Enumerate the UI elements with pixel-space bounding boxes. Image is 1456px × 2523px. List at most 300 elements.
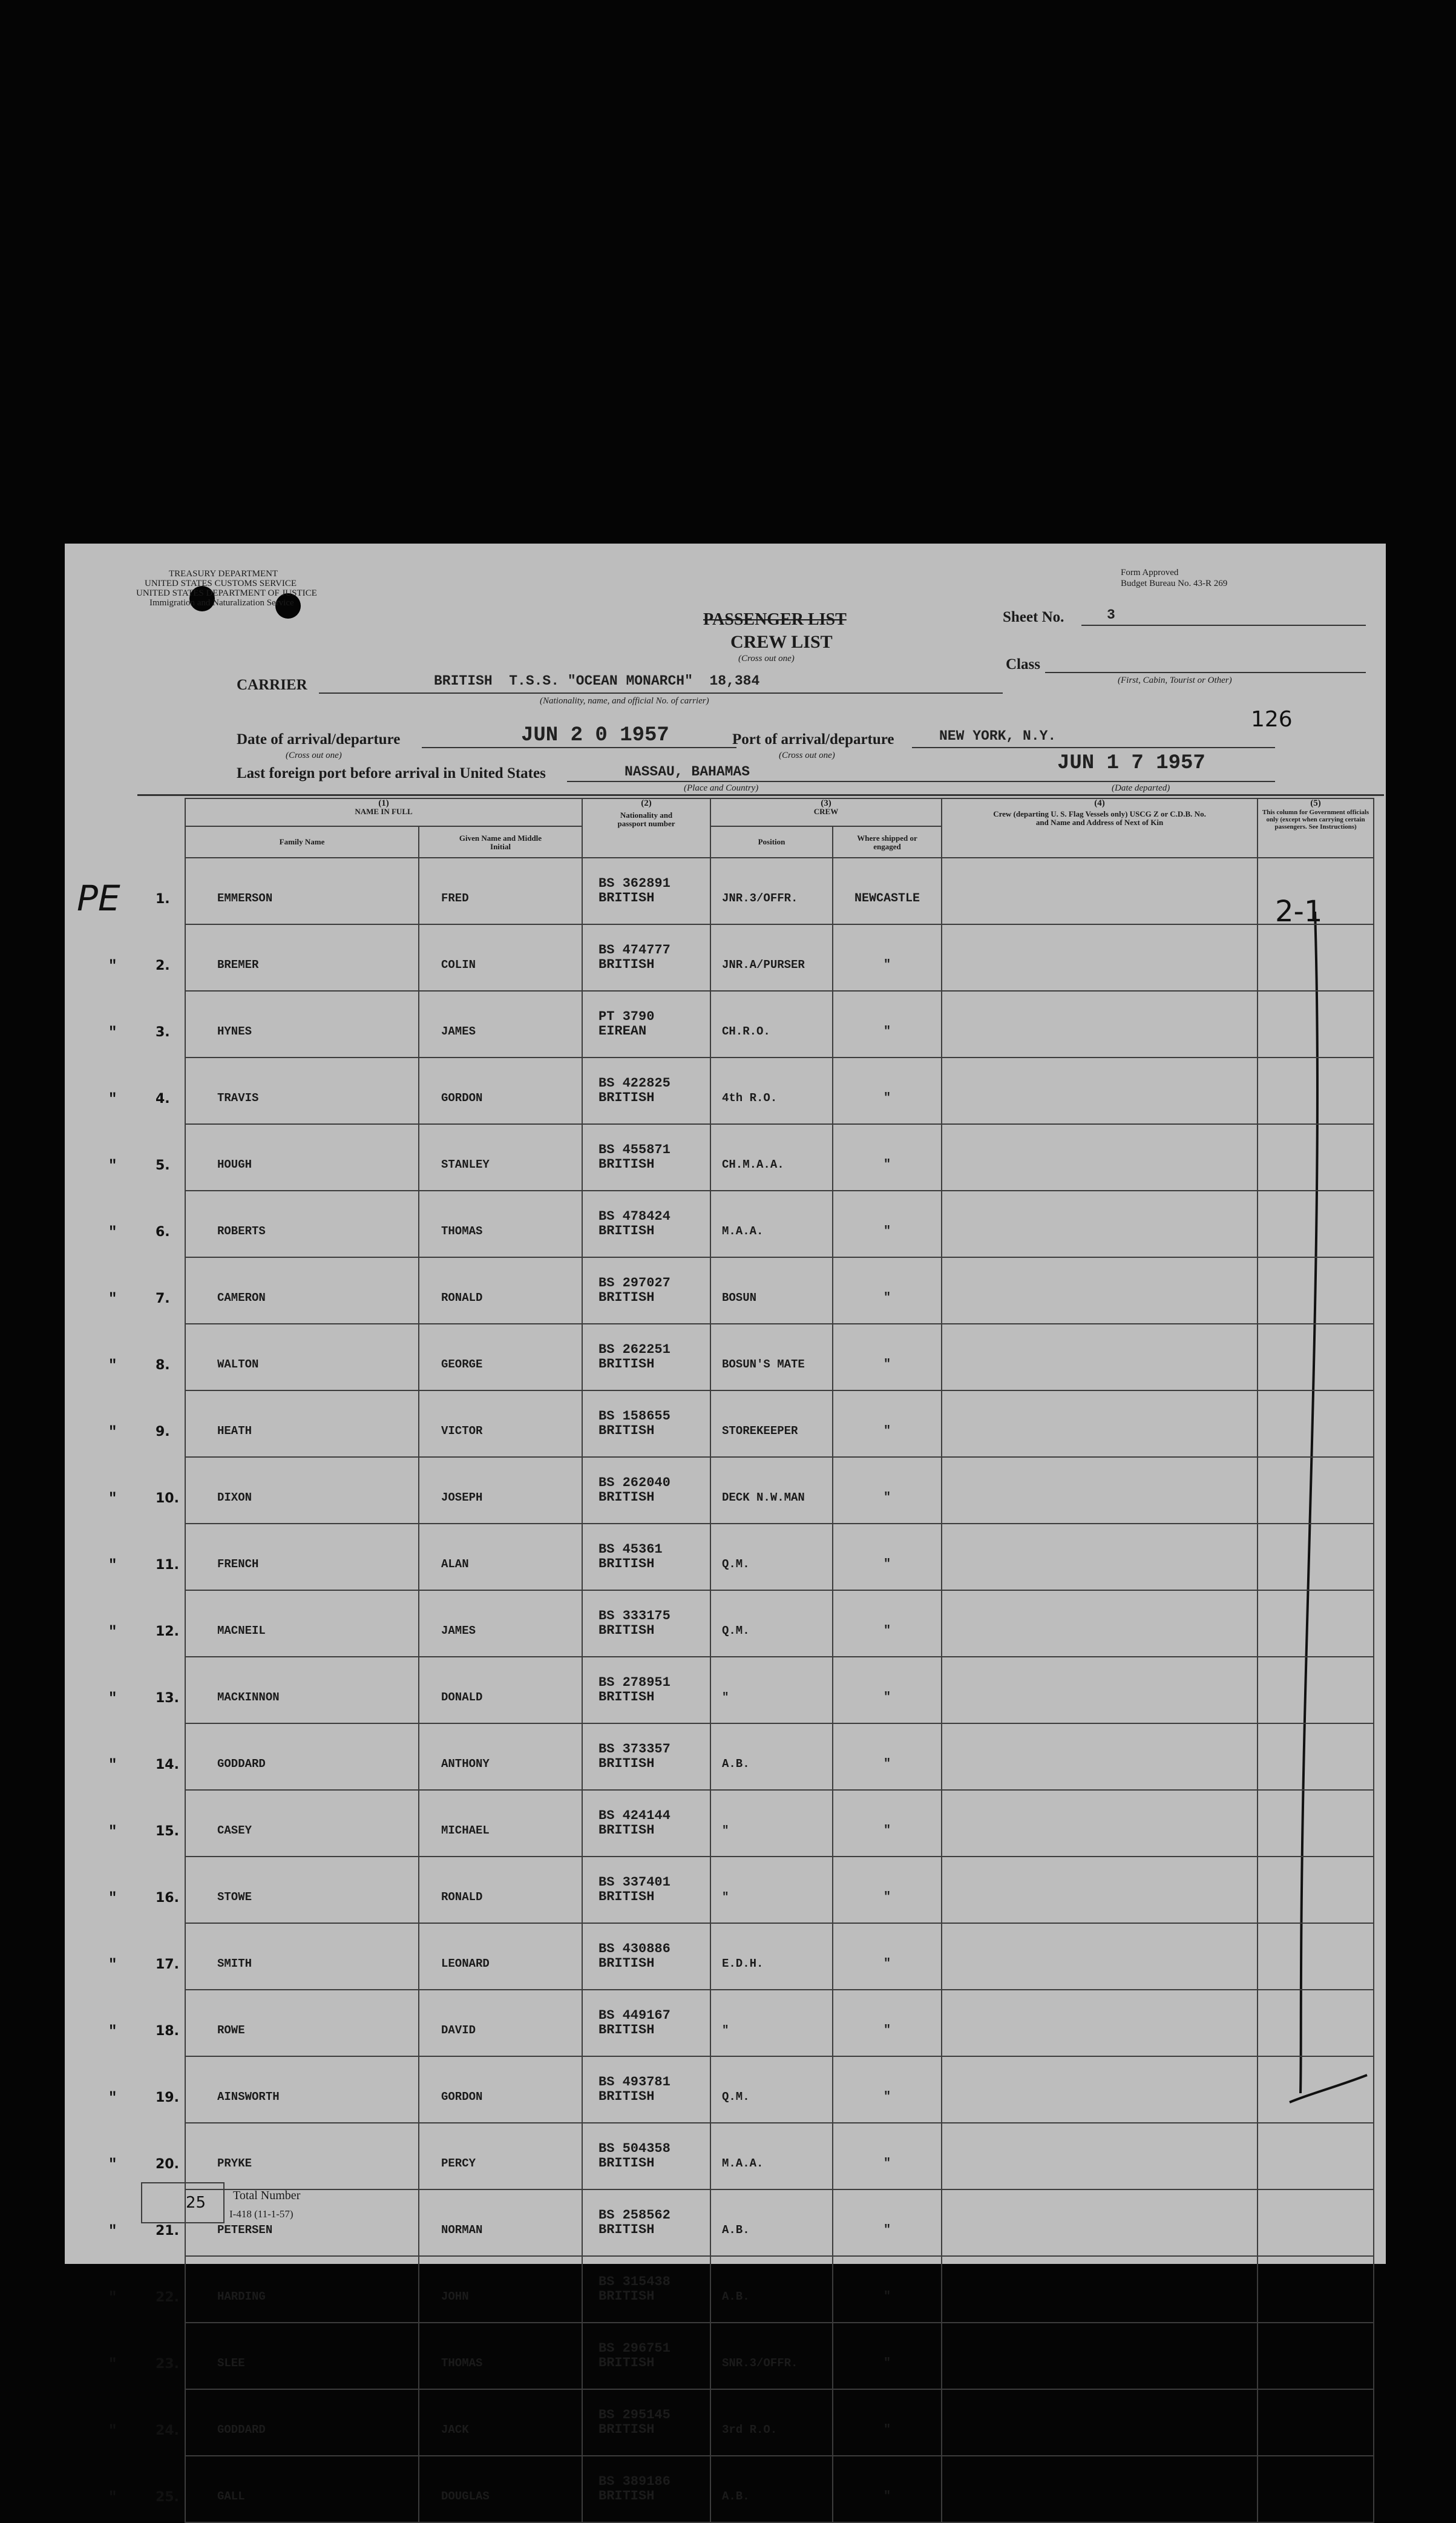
table-row	[185, 1990, 1374, 2056]
family-name-cell	[108, 1191, 419, 1257]
given-name: DONALD	[419, 1657, 582, 1723]
given-name: COLIN	[419, 924, 582, 991]
government-cell	[1258, 1324, 1374, 1390]
passport-cell	[582, 2323, 710, 2389]
where-shipped: "	[833, 2189, 942, 2256]
nationality: BRITISH	[598, 2488, 655, 2504]
column-crew: (3) CREW	[710, 798, 942, 826]
family-name-cell	[108, 1324, 419, 1390]
government-cell	[1258, 858, 1374, 924]
column-family-name: Family Name	[185, 826, 419, 858]
class-note: (First, Cabin, Tourist or Other)	[1118, 676, 1232, 685]
government-cell	[1258, 1390, 1374, 1457]
family-name: WALTON	[217, 1358, 259, 1371]
ditto-tick: "	[108, 2423, 117, 2439]
ditto-tick: "	[108, 1957, 117, 1973]
passport-cell	[582, 1524, 710, 1590]
government-cell	[1258, 1590, 1374, 1657]
passport-number: BS 449167	[598, 2008, 671, 2023]
position: SNR.3/OFFR.	[710, 2323, 833, 2389]
passport-number: BS 262040	[598, 1475, 671, 1490]
family-name: HARDING	[217, 2290, 266, 2303]
position: M.A.A.	[710, 2123, 833, 2189]
passport-cell	[582, 1124, 710, 1191]
nationality: BRITISH	[598, 1357, 655, 1372]
passport-cell	[582, 2456, 710, 2522]
ditto-tick: "	[108, 1424, 117, 1441]
government-cell	[1258, 1923, 1374, 1990]
family-name: FRENCH	[217, 1558, 259, 1571]
government-cell	[1258, 1790, 1374, 1857]
table-row	[185, 1058, 1374, 1124]
nationality: BRITISH	[598, 1290, 655, 1305]
next-of-kin-cell	[942, 858, 1258, 924]
next-of-kin-cell	[942, 2123, 1258, 2189]
ditto-tick: "	[108, 2357, 117, 2373]
family-name: HOUGH	[217, 1158, 252, 1171]
nationality: BRITISH	[598, 890, 655, 906]
family-name: GODDARD	[217, 2423, 266, 2436]
passport-number: BS 504358	[598, 2141, 671, 2156]
nationality: BRITISH	[598, 1490, 655, 1505]
family-name-cell	[108, 1524, 419, 1590]
position: DECK N.W.MAN	[710, 1457, 833, 1524]
table-row	[185, 2389, 1374, 2456]
nationality: EIREAN	[598, 1024, 647, 1039]
table-row	[185, 1524, 1374, 1590]
table-row	[185, 2189, 1374, 2256]
ditto-tick: "	[108, 1824, 117, 1840]
given-name: FRED	[419, 858, 582, 924]
family-name-cell	[108, 2389, 419, 2456]
row-number: 23.	[156, 2357, 179, 2372]
nationality: BRITISH	[598, 2156, 655, 2171]
budget-approved: Form Approved	[1121, 568, 1179, 577]
row-number: 25.	[156, 2490, 179, 2505]
row-number: 8.	[156, 1358, 170, 1373]
next-of-kin-cell	[942, 1390, 1258, 1457]
row-number: 4.	[156, 1091, 170, 1107]
government-cell	[1258, 1657, 1374, 1723]
government-cell	[1258, 2456, 1374, 2522]
family-name: TRAVIS	[217, 1091, 259, 1105]
passport-number: BS 295145	[598, 2407, 671, 2423]
family-name-cell	[108, 1058, 419, 1124]
family-name-cell	[108, 1857, 419, 1923]
handwritten-mark: 2-1	[1275, 895, 1323, 929]
agency-line-3: UNITED STATES DEPARTMENT OF JUSTICE	[136, 588, 317, 598]
next-of-kin-cell	[942, 2056, 1258, 2123]
table-row	[185, 2256, 1374, 2323]
departed-note: (Date departed)	[1112, 783, 1170, 793]
next-of-kin-cell	[942, 1124, 1258, 1191]
row-number: 21.	[156, 2223, 179, 2238]
port-note: (Cross out one)	[779, 751, 835, 760]
nationality: BRITISH	[598, 1956, 655, 1971]
port-label: Port of arrival/departure	[732, 731, 894, 748]
ditto-tick: "	[108, 2290, 117, 2306]
table-row	[185, 1257, 1374, 1324]
passport-number: BS 333175	[598, 1608, 671, 1623]
position: 3rd R.O.	[710, 2389, 833, 2456]
passport-cell	[582, 991, 710, 1058]
ditto-tick: "	[108, 1558, 117, 1574]
next-of-kin-cell	[942, 1657, 1258, 1723]
family-name-cell	[108, 1590, 419, 1657]
given-name: RONALD	[419, 1257, 582, 1324]
where-shipped: "	[833, 1723, 942, 1790]
row-number: 22.	[156, 2290, 179, 2305]
where-shipped: "	[833, 1124, 942, 1191]
government-cell	[1258, 2189, 1374, 2256]
row-number: 12.	[156, 1624, 179, 1639]
family-name: CAMERON	[217, 1291, 266, 1304]
where-shipped: "	[833, 991, 942, 1058]
family-name-cell	[156, 858, 419, 924]
last-port-label: Last foreign port before arrival in United States	[237, 765, 546, 781]
government-cell	[1258, 991, 1374, 1058]
nationality: BRITISH	[598, 2422, 655, 2437]
ditto-tick: "	[108, 2024, 117, 2040]
family-name-cell	[108, 1457, 419, 1524]
position: Q.M.	[710, 1524, 833, 1590]
title-struck: PASSENGER LIST	[703, 610, 847, 629]
nationality: BRITISH	[598, 1623, 655, 1638]
given-name: ANTHONY	[419, 1723, 582, 1790]
nationality: BRITISH	[598, 2289, 655, 2304]
government-cell	[1258, 1990, 1374, 2056]
row-number: 19.	[156, 2090, 179, 2105]
family-name-cell	[108, 2056, 419, 2123]
government-cell	[1258, 1857, 1374, 1923]
next-of-kin-cell	[942, 1923, 1258, 1990]
where-shipped: "	[833, 2056, 942, 2123]
family-name-cell	[108, 1923, 419, 1990]
page-number: 126	[1251, 707, 1293, 732]
family-name: BREMER	[217, 958, 259, 972]
row-number: 9.	[156, 1424, 170, 1439]
government-cell	[1258, 1124, 1374, 1191]
row-number: 1.	[156, 892, 170, 907]
next-of-kin-cell	[942, 1723, 1258, 1790]
row-number: 16.	[156, 1890, 179, 1906]
passport-number: BS 315438	[598, 2274, 671, 2289]
row-number: 5.	[156, 1158, 170, 1173]
nationality: BRITISH	[598, 2022, 655, 2038]
nationality: BRITISH	[598, 1423, 655, 1438]
table-row	[185, 1390, 1374, 1457]
row-number: 20.	[156, 2157, 179, 2172]
row-number: 15.	[156, 1824, 179, 1839]
given-name: RONALD	[419, 1857, 582, 1923]
family-name: GODDARD	[217, 1757, 266, 1771]
family-name-cell	[108, 2456, 419, 2522]
nationality: BRITISH	[598, 2089, 655, 2104]
position: A.B.	[710, 1723, 833, 1790]
government-cell	[1258, 2256, 1374, 2323]
family-name: AINSWORTH	[217, 2090, 280, 2104]
agency-line-4: Immigration and Naturalization Service	[149, 598, 294, 608]
where-shipped: "	[833, 1524, 942, 1590]
ditto-tick: "	[108, 2223, 117, 2240]
position: STOREKEEPER	[710, 1390, 833, 1457]
passport-cell	[582, 2189, 710, 2256]
government-cell	[1258, 1058, 1374, 1124]
handwritten-pe: PE	[77, 878, 120, 919]
where-shipped: "	[833, 1257, 942, 1324]
last-port-value: NASSAU, BAHAMAS	[625, 764, 750, 780]
total-box	[141, 2182, 225, 2223]
position: BOSUN	[710, 1257, 833, 1324]
family-name-cell	[108, 1657, 419, 1723]
ditto-tick: "	[108, 1757, 117, 1774]
row-number: 14.	[156, 1757, 179, 1772]
family-name: DIXON	[217, 1491, 252, 1504]
column-where-shipped: Where shipped or engaged	[833, 826, 942, 858]
family-name: PETERSEN	[217, 2223, 273, 2237]
family-name-cell	[108, 1257, 419, 1324]
passport-cell	[582, 1390, 710, 1457]
agency-line-2: UNITED STATES CUSTOMS SERVICE	[145, 579, 297, 588]
family-name: ROBERTS	[217, 1225, 266, 1238]
ditto-tick: "	[108, 2157, 117, 2173]
given-name: VICTOR	[419, 1390, 582, 1457]
where-shipped: "	[833, 1191, 942, 1257]
position: A.B.	[710, 2189, 833, 2256]
government-cell	[1258, 2323, 1374, 2389]
where-shipped: "	[833, 1590, 942, 1657]
family-name: STOWE	[217, 1890, 252, 1904]
ditto-tick: "	[108, 958, 117, 975]
passport-cell	[582, 2389, 710, 2456]
class-label: Class	[1006, 656, 1040, 673]
given-name: THOMAS	[419, 2323, 582, 2389]
position: "	[710, 1657, 833, 1723]
government-cell	[1258, 2056, 1374, 2123]
carrier-value: BRITISH T.S.S. "OCEAN MONARCH" 18,384	[434, 673, 760, 689]
position: E.D.H.	[710, 1923, 833, 1990]
where-shipped: NEWCASTLE	[833, 858, 942, 924]
family-name: SLEE	[217, 2357, 245, 2370]
family-name: HEATH	[217, 1424, 252, 1438]
passport-number: BS 422825	[598, 1076, 671, 1091]
table-row	[185, 2456, 1374, 2522]
passport-number: BS 296751	[598, 2341, 671, 2356]
position: "	[710, 1790, 833, 1857]
where-shipped: "	[833, 1857, 942, 1923]
family-name-cell	[108, 1790, 419, 1857]
row-number: 18.	[156, 2024, 179, 2039]
nationality: BRITISH	[598, 1157, 655, 1172]
row-number: 10.	[156, 1491, 179, 1506]
given-name: JAMES	[419, 1590, 582, 1657]
family-name-cell	[108, 1124, 419, 1191]
given-name: NORMAN	[419, 2189, 582, 2256]
next-of-kin-cell	[942, 991, 1258, 1058]
family-name-cell	[108, 924, 419, 991]
given-name: LEONARD	[419, 1923, 582, 1990]
departed-date: JUN 1 7 1957	[1057, 752, 1205, 775]
title-note: (Cross out one)	[738, 654, 795, 663]
government-cell	[1258, 1191, 1374, 1257]
column-name-in-full: (1) NAME IN FULL	[185, 798, 582, 826]
next-of-kin-cell	[942, 2256, 1258, 2323]
passport-cell	[582, 1990, 710, 2056]
carrier-note: (Nationality, name, and official No. of carrier)	[540, 696, 709, 706]
government-cell	[1258, 1723, 1374, 1790]
date-label: Date of arrival/departure	[237, 731, 401, 748]
next-of-kin-cell	[942, 1590, 1258, 1657]
passport-number: BS 389186	[598, 2474, 671, 2489]
given-name: STANLEY	[419, 1124, 582, 1191]
where-shipped: "	[833, 2323, 942, 2389]
column-given-name: Given Name and Middle Initial	[419, 826, 582, 858]
position: A.B.	[710, 2256, 833, 2323]
given-name: JAMES	[419, 991, 582, 1058]
family-name: EMMERSON	[217, 892, 273, 905]
ditto-tick: "	[108, 1691, 117, 1707]
next-of-kin-cell	[942, 1058, 1258, 1124]
family-name: MACKINNON	[217, 1691, 280, 1704]
given-name: THOMAS	[419, 1191, 582, 1257]
position: CH.R.O.	[710, 991, 833, 1058]
government-cell	[1258, 2389, 1374, 2456]
ditto-tick: "	[108, 1890, 117, 1907]
passport-cell	[582, 1191, 710, 1257]
next-of-kin-cell	[942, 1257, 1258, 1324]
government-cell	[1258, 2123, 1374, 2189]
passport-number: PT 3790	[598, 1009, 655, 1024]
passport-cell	[582, 2256, 710, 2323]
column-nationality: (2) Nationality and passport number	[582, 798, 710, 858]
row-number: 7.	[156, 1291, 170, 1306]
passport-cell	[582, 1324, 710, 1390]
given-name: ALAN	[419, 1524, 582, 1590]
passport-cell	[582, 1723, 710, 1790]
nationality: BRITISH	[598, 1556, 655, 1571]
passport-number: BS 430886	[598, 1941, 671, 1956]
ditto-tick: "	[108, 1291, 117, 1308]
nationality: BRITISH	[598, 1889, 655, 1904]
row-number: 6.	[156, 1225, 170, 1240]
passport-cell	[582, 1923, 710, 1990]
sheet-no-value: 3	[1107, 607, 1115, 623]
next-of-kin-cell	[942, 1191, 1258, 1257]
passport-cell	[582, 1857, 710, 1923]
table-row	[185, 1457, 1374, 1524]
ditto-tick: "	[108, 1025, 117, 1041]
ditto-tick: "	[108, 1358, 117, 1374]
position: A.B.	[710, 2456, 833, 2522]
where-shipped: "	[833, 924, 942, 991]
sheet-no-label: Sheet No.	[1003, 609, 1064, 625]
table-row	[185, 1657, 1374, 1723]
family-name-cell	[108, 1990, 419, 2056]
row-number: 13.	[156, 1691, 179, 1706]
passport-number: BS 362891	[598, 876, 671, 891]
position: Q.M.	[710, 2056, 833, 2123]
given-name: DOUGLAS	[419, 2456, 582, 2522]
page-title: CREW LIST	[730, 632, 833, 652]
where-shipped: "	[833, 2389, 942, 2456]
government-cell	[1258, 1457, 1374, 1524]
passport-number: BS 158655	[598, 1409, 671, 1424]
date-note: (Cross out one)	[286, 751, 342, 760]
last-port-note: (Place and Country)	[684, 783, 759, 793]
given-name: PERCY	[419, 2123, 582, 2189]
agency-line-1: TREASURY DEPARTMENT	[169, 569, 278, 579]
passport-number: BS 474777	[598, 942, 671, 958]
family-name: MACNEIL	[217, 1624, 266, 1637]
table-row	[185, 1191, 1374, 1257]
table-row	[185, 924, 1374, 991]
position: CH.M.A.A.	[710, 1124, 833, 1191]
ditto-tick: "	[108, 1624, 117, 1640]
given-name: MICHAEL	[419, 1790, 582, 1857]
carrier-label: CARRIER	[237, 677, 307, 693]
passport-cell	[582, 1657, 710, 1723]
next-of-kin-cell	[942, 1790, 1258, 1857]
passport-cell	[582, 2056, 710, 2123]
budget-bureau: Budget Bureau No. 43-R 269	[1121, 579, 1228, 588]
passport-number: BS 478424	[598, 1209, 671, 1224]
row-number: 3.	[156, 1025, 170, 1040]
position: M.A.A.	[710, 1191, 833, 1257]
family-name: SMITH	[217, 1957, 252, 1970]
nationality: BRITISH	[598, 2222, 655, 2237]
next-of-kin-cell	[942, 1457, 1258, 1524]
family-name: PRYKE	[217, 2157, 252, 2170]
ditto-tick: "	[108, 1491, 117, 1507]
family-name: CASEY	[217, 1824, 252, 1837]
next-of-kin-cell	[942, 2189, 1258, 2256]
total-label: Total Number	[233, 2189, 301, 2202]
given-name: JOSEPH	[419, 1457, 582, 1524]
passport-number: BS 493781	[598, 2074, 671, 2090]
government-cell	[1258, 1524, 1374, 1590]
position: JNR.A/PURSER	[710, 924, 833, 991]
form-number: I-418 (11-1-57)	[229, 2208, 293, 2220]
table-row	[185, 1124, 1374, 1191]
ditto-tick: "	[108, 2490, 117, 2506]
passport-cell	[582, 1457, 710, 1524]
passport-cell	[582, 1058, 710, 1124]
total-value: 25	[186, 2194, 206, 2212]
where-shipped: "	[833, 1790, 942, 1857]
next-of-kin-cell	[942, 1324, 1258, 1390]
given-name: DAVID	[419, 1990, 582, 2056]
passport-cell	[582, 2123, 710, 2189]
position: BOSUN'S MATE	[710, 1324, 833, 1390]
family-name: ROWE	[217, 2024, 245, 2037]
where-shipped: "	[833, 2256, 942, 2323]
nationality: BRITISH	[598, 2355, 655, 2370]
nationality: BRITISH	[598, 957, 655, 972]
next-of-kin-cell	[942, 1857, 1258, 1923]
given-name: GEORGE	[419, 1324, 582, 1390]
passport-number: BS 278951	[598, 1675, 671, 1690]
row-number: 2.	[156, 958, 170, 973]
government-cell	[1258, 1257, 1374, 1324]
ditto-tick: "	[108, 2090, 117, 2107]
row-number: 24.	[156, 2423, 179, 2438]
position: "	[710, 1857, 833, 1923]
position: Q.M.	[710, 1590, 833, 1657]
table-row	[185, 1590, 1374, 1657]
where-shipped: "	[833, 1923, 942, 1990]
passport-cell	[582, 1590, 710, 1657]
table-row	[185, 858, 1374, 924]
